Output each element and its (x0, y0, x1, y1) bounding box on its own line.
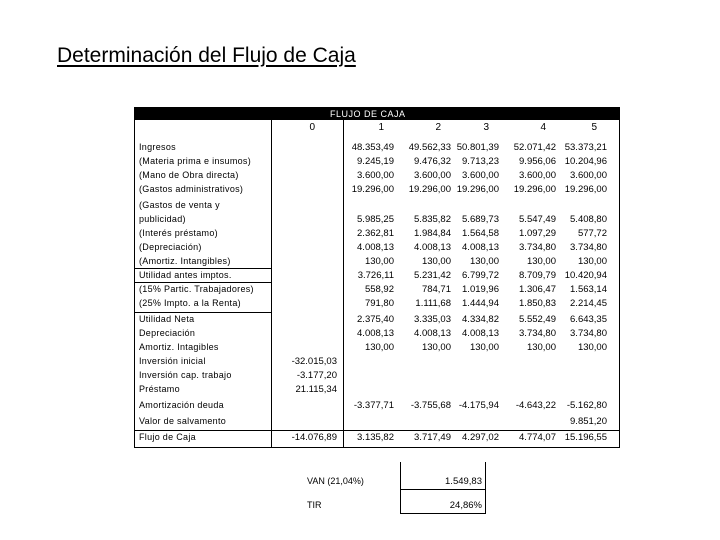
table-cell: 21.115,34 (295, 384, 337, 395)
table-cell: 5.552,49 (519, 314, 556, 325)
table-cell: 52.071,42 (513, 142, 556, 153)
row-label: Valor de salvamento (139, 416, 227, 426)
column-header-5: 5 (591, 122, 597, 133)
table-cell: 4.334,82 (462, 314, 499, 325)
table-cell: 3.717,49 (414, 432, 451, 443)
column-header-0: 0 (309, 122, 315, 133)
table-cell: 130,00 (469, 342, 499, 353)
row-divider (271, 430, 619, 431)
column-divider (343, 120, 344, 447)
row-label: Utilidad antes imptos. (139, 270, 232, 280)
table-cell: 15.196,55 (564, 432, 607, 443)
table-cell: 130,00 (364, 342, 394, 353)
column-divider (271, 120, 272, 447)
row-divider (135, 430, 271, 431)
table-cell: 1.563,14 (570, 284, 607, 295)
column-header-3: 3 (483, 122, 489, 133)
table-cell: 10.420,94 (564, 270, 607, 281)
table-cell: 5.231,42 (414, 270, 451, 281)
table-cell: 130,00 (421, 256, 451, 267)
table-cell: 3.734,80 (570, 242, 607, 253)
table-cell: 9.713,23 (462, 156, 499, 167)
table-cell: 50.801,39 (456, 142, 499, 153)
table-cell: 1.444,94 (462, 298, 499, 309)
table-cell: -14.076,89 (291, 432, 337, 443)
row-label: (Interés préstamo) (139, 228, 218, 238)
row-label: (Gastos administrativos) (139, 184, 244, 194)
table-cell: 9.956,06 (519, 156, 556, 167)
table-cell: 4.297,02 (462, 432, 499, 443)
table-cell: 5.985,25 (357, 214, 394, 225)
row-label: Amortiz. Intagibles (139, 342, 219, 352)
table-cell: 5.547,49 (519, 214, 556, 225)
row-label: (Depreciación) (139, 242, 202, 252)
table-cell: 3.135,82 (357, 432, 394, 443)
table-cell: 19.296,00 (513, 184, 556, 195)
table-cell: 6.643,35 (570, 314, 607, 325)
table-cell: 4.008,13 (462, 242, 499, 253)
row-label: (15% Partic. Trabajadores) (139, 284, 254, 294)
table-cell: 5.408,80 (570, 214, 607, 225)
table-cell: 3.600,00 (570, 170, 607, 181)
table-cell: -3.377,71 (353, 400, 394, 411)
table-cell: 130,00 (364, 256, 394, 267)
table-cell: -3.177,20 (296, 370, 337, 381)
table-cell: 19.296,00 (351, 184, 394, 195)
table-cell: 3.734,80 (519, 328, 556, 339)
row-label: Utilidad Neta (139, 314, 195, 324)
table-cell: 4.008,13 (414, 328, 451, 339)
table-cell: 5.689,73 (462, 214, 499, 225)
tir-value: 24,86% (449, 500, 482, 511)
row-label: (Materia prima e insumos) (139, 156, 252, 166)
table-cell: 9.851,20 (570, 416, 607, 427)
table-cell: 2.375,40 (357, 314, 394, 325)
table-cell: 9.476,32 (414, 156, 451, 167)
table-cell: 130,00 (526, 342, 556, 353)
row-label: Flujo de Caja (139, 432, 196, 442)
table-cell: 4.008,13 (414, 242, 451, 253)
row-label: Préstamo (139, 384, 180, 394)
table-cell: 130,00 (469, 256, 499, 267)
table-cell: 4.008,13 (357, 328, 394, 339)
table-cell: -32.015,03 (291, 356, 337, 367)
table-cell: 577,72 (577, 228, 607, 239)
column-header-1: 1 (378, 122, 384, 133)
table-cell: 1.306,47 (519, 284, 556, 295)
table-cell: 2.362,81 (357, 228, 394, 239)
table-cell: -4.643,22 (515, 400, 556, 411)
table-cell: 1.984,84 (414, 228, 451, 239)
table-cell: 49.562,33 (408, 142, 451, 153)
table-cell: 3.734,80 (519, 242, 556, 253)
table-cell: 130,00 (526, 256, 556, 267)
table-cell: 48.353,49 (351, 142, 394, 153)
row-divider (135, 282, 271, 283)
van-value: 1.549,83 (445, 476, 482, 487)
table-cell: 1.097,29 (519, 228, 556, 239)
table-cell: 8.709,79 (519, 270, 556, 281)
table-cell: 19.296,00 (408, 184, 451, 195)
table-cell: 130,00 (421, 342, 451, 353)
row-label: (25% Impto. a la Renta) (139, 298, 241, 308)
table-cell: 19.296,00 (564, 184, 607, 195)
table-cell: 9.245,19 (357, 156, 394, 167)
table-cell: 3.600,00 (462, 170, 499, 181)
row-label: (Mano de Obra directa) (139, 170, 239, 180)
table-cell: -4.175,94 (458, 400, 499, 411)
table-cell: 5.835,82 (414, 214, 451, 225)
table-cell: 130,00 (577, 342, 607, 353)
table-cell: 53.373,21 (564, 142, 607, 153)
row-label: (Gastos de venta y (139, 200, 220, 210)
table-cell: 3.734,80 (570, 328, 607, 339)
row-label: (Amortiz. Intangibles) (139, 256, 231, 266)
table-cell: 3.600,00 (357, 170, 394, 181)
table-cell: 10.204,96 (564, 156, 607, 167)
summary-value-box (400, 486, 486, 514)
page-title: Determinación del Flujo de Caja (57, 44, 356, 67)
row-divider (135, 268, 271, 269)
row-label: Inversión inicial (139, 356, 206, 366)
cash-flow-table (134, 107, 620, 448)
table-cell: 558,92 (364, 284, 394, 295)
row-label: Inversión cap. trabajo (139, 370, 232, 380)
table-cell: 3.600,00 (414, 170, 451, 181)
table-cell: 1.111,68 (415, 298, 451, 309)
tir-label: TIR (307, 500, 322, 510)
table-cell: 3.726,11 (357, 270, 394, 281)
row-divider (135, 312, 271, 313)
table-cell: 784,71 (421, 284, 451, 295)
table-cell: 791,80 (364, 298, 394, 309)
table-cell: 6.799,72 (462, 270, 499, 281)
table-cell: -3.755,68 (410, 400, 451, 411)
row-label: Amortización deuda (139, 400, 224, 410)
row-label: Ingresos (139, 142, 176, 152)
column-header-4: 4 (540, 122, 546, 133)
table-cell: 4.774,07 (519, 432, 556, 443)
table-cell: 19.296,00 (456, 184, 499, 195)
table-cell: -5.162,80 (566, 400, 607, 411)
table-cell: 4.008,13 (357, 242, 394, 253)
table-cell: 4.008,13 (462, 328, 499, 339)
column-header-2: 2 (435, 122, 441, 133)
van-label: VAN (21,04%) (307, 476, 364, 486)
table-cell: 1.564,58 (462, 228, 499, 239)
row-label: Depreciación (139, 328, 196, 338)
table-cell: 1.019,96 (462, 284, 499, 295)
table-cell: 1.850,83 (519, 298, 556, 309)
table-cell: 3.600,00 (519, 170, 556, 181)
table-cell: 3.335,03 (414, 314, 451, 325)
table-cell: 130,00 (577, 256, 607, 267)
table-cell: 2.214,45 (570, 298, 607, 309)
row-label: publicidad) (139, 214, 186, 224)
table-header-title: FLUJO DE CAJA (330, 109, 406, 119)
